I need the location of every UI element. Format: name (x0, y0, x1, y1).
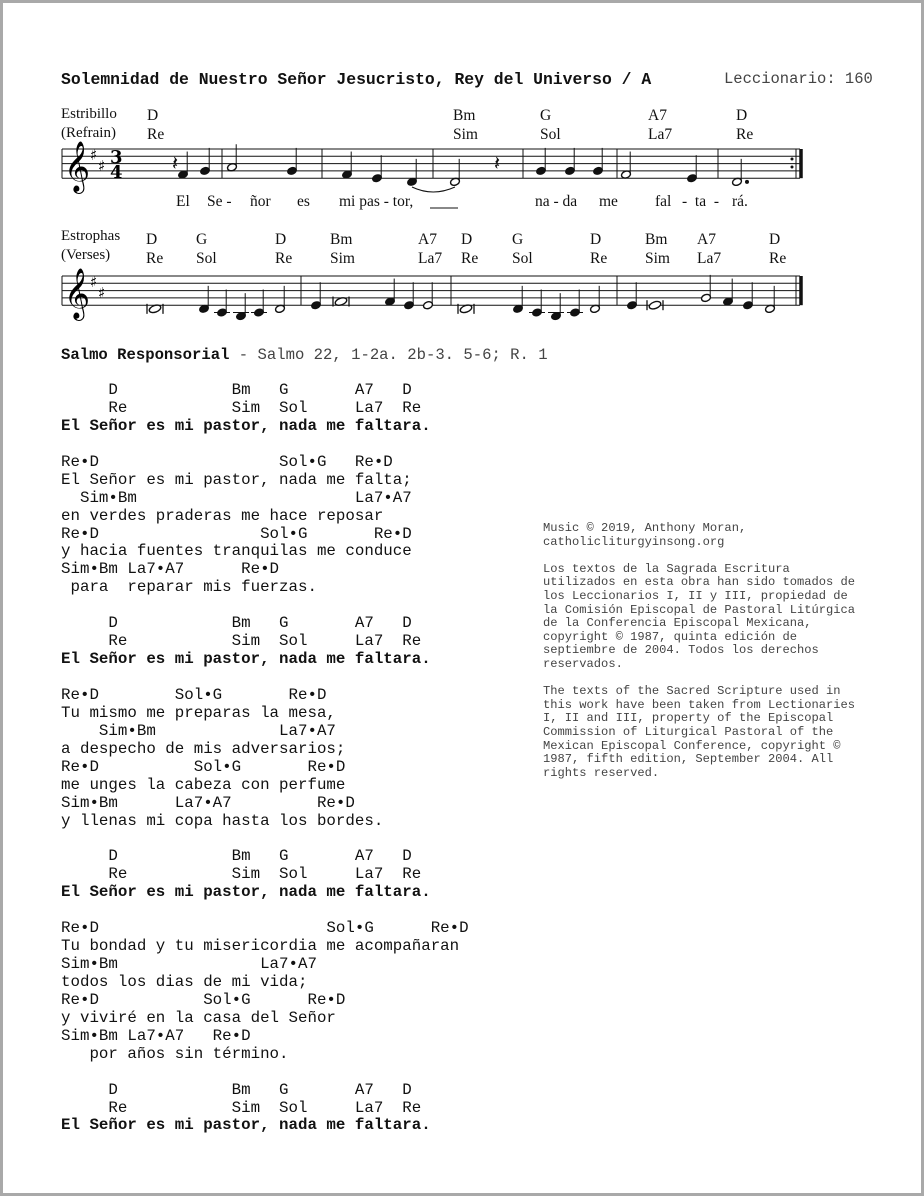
lyric: na - da (535, 193, 578, 210)
chord: Sol (512, 250, 533, 267)
chord-line: D Bm G A7 D (61, 1080, 412, 1099)
chord-line (61, 830, 469, 848)
verse-line: para reparar mis fuerzas. (61, 578, 317, 597)
treble-clef-icon: 𝄞 (64, 141, 91, 192)
verse-line: y hacia fuentes tranquilas me conduce (61, 542, 412, 561)
chord: Re (146, 250, 164, 267)
dot (746, 180, 749, 183)
repeat-dot (791, 166, 794, 169)
chord-line (61, 902, 469, 920)
chord-line: Sim•Bm La7•A7 Re•D (61, 1026, 251, 1045)
sharp-icon: ♯ (90, 273, 98, 291)
chord-line: Re Sim Sol La7 Re (61, 398, 422, 417)
chord: D (590, 231, 602, 248)
psalm-heading (61, 346, 548, 364)
chord-line: Re•D Sol•G Re•D (61, 757, 346, 776)
chord: Sol (196, 250, 217, 267)
lyric: es (297, 193, 310, 210)
sharp-icon: ♯ (98, 157, 106, 175)
chord-line: Sim•Bm La7•A7 Re•D (61, 793, 355, 812)
chord: D (736, 107, 748, 124)
chord: Re (275, 250, 293, 267)
chord: Re (769, 250, 787, 267)
chord: Re (147, 126, 165, 143)
verse-line: Tu bondad y tu misericordia me acompañaran (61, 937, 460, 956)
lyric: mi pas - tor, (339, 193, 414, 210)
verse-line: y viviré en la casa del Señor (61, 1008, 336, 1027)
chord-line (61, 597, 469, 615)
lyric: rá. (732, 193, 748, 210)
repeat-dot (791, 158, 794, 161)
chord-line: Re•D Sol•G Re•D (61, 685, 327, 704)
chord-line: Sim•Bm La7•A7 (61, 488, 412, 507)
spanish-copyright: Los textos de la Sagrada Escritura utilizados en esta obra han sido tomados de los Leccionarios I, II y III, propiedad de la Comisión Episcopal de Pastoral Litúrgica de la Conferencia Episcopal Mexicana, copyright © 1987, quinta edición de septiembre de 2004. Todos los derechos reservados. (543, 561, 856, 671)
verse-line: me unges la cabeza con perfume (61, 775, 346, 794)
sharp-icon: ♯ (98, 284, 106, 302)
chord-line: Re Sim Sol La7 Re (61, 632, 422, 651)
chord-line: D Bm G A7 D (61, 847, 412, 866)
chord: Sol (540, 126, 561, 143)
verses-staff (62, 276, 801, 305)
lyric: me (599, 193, 618, 210)
music-staves (0, 0, 924, 330)
chord: A7 (418, 231, 437, 248)
chord: Re (461, 250, 479, 267)
verse-line: El Señor es mi pastor, nada me falta; (61, 470, 412, 489)
chord: La7 (648, 126, 673, 143)
chord: Bm (330, 231, 353, 248)
chord: A7 (648, 107, 667, 124)
verse-line: todos los dias de mi vida; (61, 972, 308, 991)
chord-line: Re Sim Sol La7 Re (61, 865, 422, 884)
chord-line: Re•D Sol•G Re•D (61, 452, 393, 471)
lyric: El (176, 193, 190, 210)
chord: D (147, 107, 159, 124)
verse-line: en verdes praderas me hace reposar (61, 506, 384, 525)
verse-line: por años sin término. (61, 1044, 289, 1063)
music-credit: Music © 2019, Anthony Moran, catholicliturgyinsong.org (543, 521, 747, 549)
chord-line: Re Sim Sol La7 Re (61, 1098, 422, 1117)
page-title: Solemnidad de Nuestro Señor Jesucristo, Rey del Universo / A (61, 70, 652, 89)
chord-line: D Bm G A7 D (61, 614, 412, 633)
refrain-line: El Señor es mi pastor, nada me faltara. (61, 650, 431, 669)
chord: Re (590, 250, 608, 267)
quarter-rest-icon: 𝄽 (494, 151, 501, 176)
chord-line: Re•D Sol•G Re•D (61, 990, 346, 1009)
sharp-icon: ♯ (90, 146, 98, 164)
chord: La7 (418, 250, 443, 267)
verses-label-es: Estrophas (61, 228, 121, 244)
chord: G (512, 231, 524, 248)
chord-line: Re•D Sol•G Re•D (61, 524, 412, 543)
lyric: Se - (207, 193, 232, 210)
chord: La7 (697, 250, 722, 267)
breve-note (648, 300, 662, 310)
chord-line: Sim•Bm La7•A7 Re•D (61, 560, 280, 579)
treble-clef-icon: 𝄞 (64, 268, 91, 319)
chord: D (275, 231, 287, 248)
english-copyright: The texts of the Sacred Scripture used in this work have been taken from Lectionaries I, II and III, property of the Episcopal Commission of Liturgical Pastoral of the Mexican Episcopal Conference, copyright © 1987, fifth edition, September 2004. All rights reserved. (543, 684, 856, 780)
verse-line: a despecho de mis adversarios; (61, 739, 346, 758)
quarter-rest-icon: 𝄽 (172, 151, 179, 176)
chord-line (61, 669, 469, 687)
chord: Sim (330, 250, 355, 267)
chord: G (540, 107, 552, 124)
chord: G (196, 231, 208, 248)
refrain-line: El Señor es mi pastor, nada me faltara. (61, 883, 431, 902)
chord-line: D Bm G A7 D (61, 381, 412, 399)
chord: Bm (453, 107, 476, 124)
verses-label-en: (Verses) (61, 247, 111, 263)
time-signature-top: 3 (110, 147, 123, 168)
chord: Re (736, 126, 754, 143)
verse-line: y llenas mi copa hasta los bordes. (61, 811, 384, 830)
refrain-label-en: (Refrain) (61, 125, 116, 141)
chord: Bm (645, 231, 668, 248)
psalm-reference: - Salmo 22, 1-2a. 2b-3. 5-6; R. 1 (229, 346, 548, 364)
chord-line: Re•D Sol•G Re•D (61, 919, 469, 938)
lyric: fal (655, 193, 672, 210)
chord: D (146, 231, 158, 248)
refrain-line: El Señor es mi pastor, nada me faltara. (61, 416, 431, 435)
copyright-notes (543, 522, 873, 794)
chord: Sim (453, 126, 478, 143)
chord-line: Sim•Bm La7•A7 (61, 955, 317, 973)
chord-line (61, 1064, 469, 1082)
lectionary-number: Leccionario: 160 (724, 70, 873, 88)
psalm-title: Salmo Responsorial (61, 346, 230, 364)
verse-line: Tu mismo me preparas la mesa, (61, 703, 336, 722)
chord: Sim (645, 250, 670, 267)
chord-line (61, 436, 469, 454)
chord: A7 (697, 231, 716, 248)
time-signature-bottom: 4 (110, 162, 123, 183)
lyric: ñor (250, 193, 271, 210)
tie (412, 187, 455, 192)
psalm-text (61, 382, 469, 1135)
chord: D (769, 231, 781, 248)
refrain-label-es: Estribillo (61, 106, 117, 122)
chord: D (461, 231, 473, 248)
lyric: - ta - (682, 193, 720, 210)
chord-line: Sim•Bm La7•A7 (61, 721, 336, 740)
refrain-line: El Señor es mi pastor, nada me faltara. (61, 1116, 431, 1135)
